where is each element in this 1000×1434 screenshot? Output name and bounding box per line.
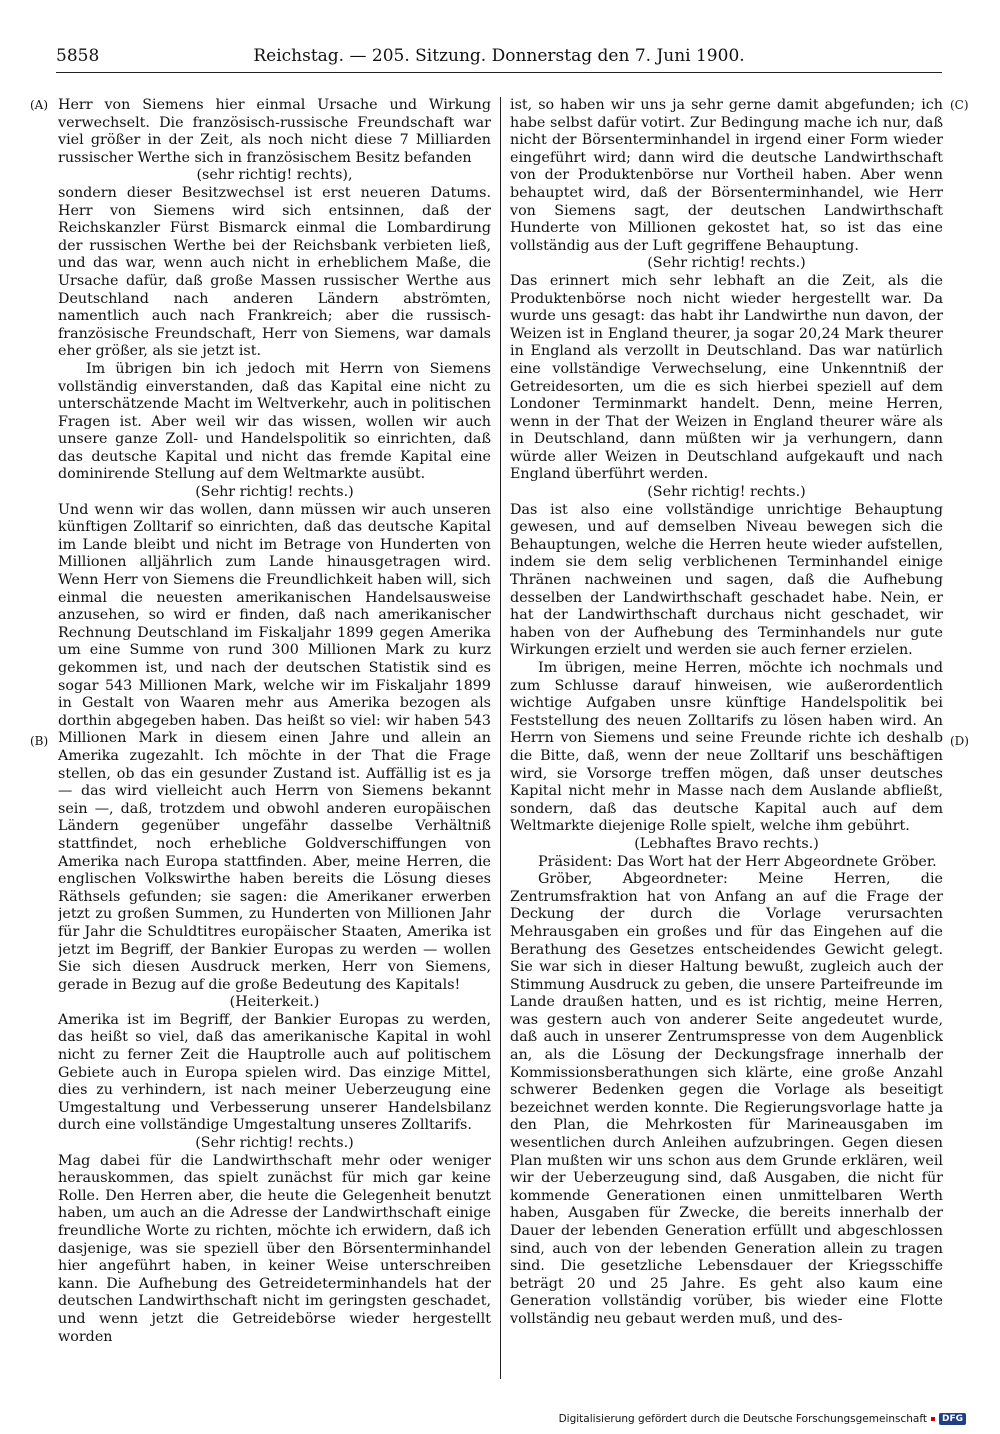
interjection: (sehr richtig! rechts), [196,167,353,184]
paragraph: Das erinnert mich sehr lebhaft an die Zeit, als die Produktenbörse noch nicht wieder hergestellt war. Da wurde uns gesagt: das habt ihr Landwirthe nun davon, der Weizen ist in England theurer, ja sogar 20,24 Mark theurer in England als verzollt in Deutschland. Das war natürlich eine vollständige Verwechselung, eine Unkenntniß der Getreidesorten, um die es sich hierbei speziell auf dem Londoner Terminmarkt handelt. Denn, meine Herren, wenn in der That der Weizen in England theurer wäre als in Deutschland, dann müßten wir ja verhungern, dann würde aller Weizen in Deutschland aufgekauft und nach England überführt werden. [510,272,943,483]
paragraph: sondern dieser Besitzwechsel ist erst neueren Datums. Herr von Siemens wird sich entsinnen, daß der Reichskanzler Fürst Bismarck einmal die Lombardirung der russischen Werthe bei der Reichsbank verbieten ließ, und das war, wenn auch nicht in erheblichem Maße, die Ursache dafür, daß große Massen russischer Werthe aus Deutschland nach anderen Ländern abströmten, namentlich auch nach Frankreich; aber die russisch-französische Freundschaft, Herr von Siemens, war damals eher größer, als sie jetzt ist. [58,184,491,360]
paragraph: Herr von Siemens hier einmal Ursache und Wirkung verwechselt. Die französisch-russische Freundschaft war viel größer in der Zeit, als noch nicht diese 7 Milliarden russischer Werthe sich in französischem Besitz befanden [58,97,491,166]
header-rule [56,72,942,73]
paragraph: Im übrigen bin ich jedoch mit Herrn von Siemens vollständig einverstanden, daß das Kapital eine nicht zu unterschätzende Macht im Weltverkehr, auch in politischen Fragen ist. Aber weil wir das wissen, wollen wir auch unsere ganze Zoll- und Handelspolitik so einrichten, daß das deutsche Kapital und nicht das fremde Kapital eine dominirende Stellung auf dem Weltmarkte ausübt. [58,360,491,483]
margin-mark-c: (C) [950,98,969,112]
margin-mark-b: (B) [30,734,49,748]
groeber-speech: Gröber, Abgeordneter: Meine Herren, die Zentrumsfraktion hat von Anfang an auf die Frage der Deckung der durch die Vorlage verursachten Mehrausgaben ein großes und für das Eingehen auf die Berathung des Gesetzes entscheidendes Gewicht gelegt. Sie war sich in dieser Haltung bewußt, zugleich auch der Stimmung Ausdruck zu geben, die unsere Parteifreunde im Lande draußen hatten, und es ist richtig, meine Herren, was gestern auch von anderer Seite angedeutet wurde, daß auch in unserer Zentrumspresse von dem Augenblick an, als die Lösung der Deckungsfrage innerhalb der Kommissionsberathungen sich klärte, eine große Anzahl schwerer Bedenken gegen die Vorlage als beseitigt bezeichnet werden konnte. Die Regierungsvorlage hatte ja den Plan, die Mehrkosten für Marineausgaben im wesentlichen durch Anleihen aufzubringen. Gegen diesen Plan mußten wir uns schon aus dem Grunde erklären, weil wir der Ueberzeugung sind, daß Ausgaben, die nicht für kommende Generationen einen unmittelbaren Werth haben, Ausgaben für Zwecke, die bereits innerhalb der Dauer der lebenden Generation erfüllt und abgeschlossen sind, auch von der lebenden Generation allein zu tragen sind. Die gesetzliche Lebensdauer der Kriegsschiffe beträgt 20 und 25 Jahre. Es geht also kaum eine Generation vollständig vorüber, bis wieder eine Flotte vollständig neu gebaut werden muß, und des- [510,871,943,1327]
paragraph: Das ist also eine vollständige unrichtige Behauptung gewesen, und auf demselben Niveau bewegen sich die Behauptungen, welche die Herren heute wieder aufstellen, indem sie dem selig verblichenen Terminhandel einige Thränen nachweinen und sagen, daß die Aufhebung desselben der Landwirthschaft geschadet habe. Nein, er hat der Landwirthschaft durchaus nicht geschadet, wir haben von der Aufhebung des Terminhandels nur gute Wirkungen erzielt und werden sie auch ferner erzielen. [510,501,943,659]
page-header [56,46,942,72]
left-column [58,97,491,1377]
paragraph: ist, so haben wir uns ja sehr gerne damit abgefunden; ich habe selbst dafür votirt. Zur Bedingung mache ich nur, daß nicht der Börsenterminhandel in irgend einer Form wieder eingeführt wird; dann wird die deutsche Landwirthschaft von der Produktenbörse nur Vortheil haben. Aber wenn behauptet wird, daß der Börsenterminhandel, wie Herr von Siemens sagt, der deutschen Landwirthschaft Hunderte von Millionen gekostet hat, so ist das eine vollständig aus der Luft gegriffene Behauptung. [510,97,943,254]
paragraph: Amerika ist im Begriff, der Bankier Europas zu werden, das heißt so viel, daß das amerikanische Kapital in wohl nicht zu ferner Zeit die Hauptrolle auch auf politischem Gebiete auch in Europa spielen wird. Das einzige Mittel, dies zu verhindern, ist nach meiner Ueberzeugung eine Umgestaltung und Verbesserung unserer Handelsbilanz durch eine vollständige Umgestaltung unseres Zolltarifs. [58,1011,491,1134]
margin-mark-d: (D) [950,734,969,748]
separator-dot-icon [931,1417,935,1421]
interjection: (Sehr richtig! rechts.) [647,484,806,501]
president-speech: Präsident: Das Wort hat der Herr Abgeordnete Gröber. [538,853,937,870]
column-divider [500,97,501,1379]
interjection: (Lebhaftes Bravo rechts.) [634,835,819,852]
interjection: (Sehr richtig! rechts.) [195,1135,354,1152]
interjection: (Sehr richtig! rechts.) [195,484,354,501]
paragraph: Mag dabei für die Landwirthschaft mehr oder weniger herauskommen, das spielt zunächst für mich gar keine Rolle. Den Herren aber, die heute die Gelegenheit benutzt haben, um auch an die Adresse der Landwirthschaft einige freundliche Worte zu richten, möchte ich erwidern, daß ich dasjenige, was sie speziell über den Börsenterminhandel hier angeführt haben, in keiner Weise unterschreiben kann. Die Aufhebung des Getreideterminhandels hat der deutschen Landwirthschaft nicht im geringsten geschadet, und wenn jetzt die Getreidebörse wieder hergestellt worden [58,1152,491,1345]
digitization-credit [559,1413,966,1425]
dfg-logo: DFG [939,1413,966,1425]
credit-text: Digitalisierung gefördert durch die Deutsche Forschungsgemeinschaft [558,1413,927,1425]
paragraph: Im übrigen, meine Herren, möchte ich nochmals und zum Schlusse darauf hinweisen, wie außerordentlich wichtige Aufgaben unsre künftige Handelspolitik bei Feststellung des neuen Zolltarifs zu lösen haben wird. An Herrn von Siemens und seine Freunde richte ich deshalb die Bitte, daß, wenn der neue Zolltarif uns beschäftigen wird, sie Vorsorge treffen mögen, daß unser deutsches Kapital nicht mehr in Masse nach dem Auslande abfließt, sondern, daß das deutsche Kapital auch auf dem Weltmarkte diejenige Rolle spielt, welche ihm gebührt. [510,660,943,835]
interjection: (Heiterkeit.) [229,994,320,1011]
interjection: (Sehr richtig! rechts.) [647,255,806,272]
paragraph: Und wenn wir das wollen, dann müssen wir auch unseren künftigen Zolltarif so einrichten, daß das deutsche Kapital im Lande bleibt und nicht im Betrage von Hunderten von Millionen alljährlich zum Lande hinausgetragen wird. Wenn Herr von Siemens die Freundlichkeit haben will, sich einmal die neuesten amerikanischen Handelsausweise anzusehen, so wird er finden, daß nach amerikanischer Rechnung Deutschland im Fiskaljahr 1899 gegen Amerika um eine Summe von rund 300 Millionen Mark zu kurz gekommen ist, und nach der deutschen Statistik sind es sogar 543 Millionen Mark, welche wir im Fiskaljahr 1899 in Gestalt von Waaren mehr aus Amerika bezogen als dorthin abgegeben haben. Das heißt so viel: wir haben 543 Millionen Mark in diesem einen Jahre und allein an Amerika zugezahlt. Ich möchte in der That die Frage stellen, ob das ein gesunder Zustand ist. Auffällig ist es ja — das wird vielleicht auch Herrn von Siemens bekannt sein —, daß, trotzdem und obwohl anderen europäischen Ländern gegenüber ungefähr dasselbe Verhältniß stattfindet, noch erhebliche Goldverschiffungen von Amerika nach Europa stattfinden. Aber, meine Herren, die englischen Volkswirthe haben bereits die Lösung dieses Räthsels gefunden; sie sagen: die Amerikaner erwerben jetzt zu großen Summen, zu Hunderten von Millionen Jahr für Jahr die Schuldtitres europäischer Staaten, Amerika ist jetzt im Begriff, der Bankier Europas zu werden — wollen Sie sich diesen Ausdruck merken, Herr von Siemens, gerade in Bezug auf die große Bedeutung des Kapitals! [58,501,491,993]
right-column [510,97,943,1377]
page-number: 5858 [56,46,100,66]
margin-mark-a: (A) [30,98,49,112]
running-title: Reichstag. — 205. Sitzung. Donnerstag den 7. Juni 1900. [253,46,745,66]
